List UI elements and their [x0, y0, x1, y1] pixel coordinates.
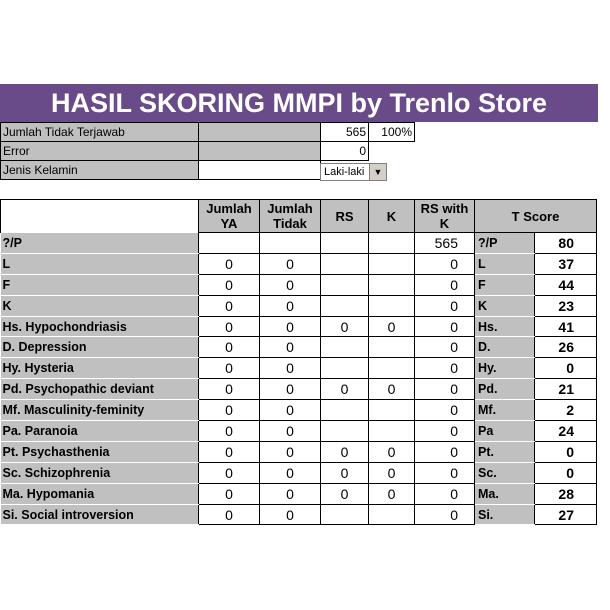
cell-ya[interactable]: 0	[199, 504, 260, 525]
cell-rsk[interactable]: 0	[415, 441, 475, 462]
cell-ya[interactable]: 0	[199, 337, 260, 358]
cell-rs[interactable]	[321, 274, 369, 295]
percent-jumlah-tidak-terjawab[interactable]: 100%	[369, 123, 415, 142]
cell-k[interactable]	[369, 253, 415, 274]
cell-k[interactable]	[369, 504, 415, 525]
cell-rsk[interactable]: 0	[415, 400, 475, 421]
cell-k[interactable]: 0	[369, 483, 415, 504]
cell-tidak[interactable]: 0	[260, 462, 321, 483]
cell-tlabel[interactable]: Hy.	[475, 358, 535, 379]
cell-tidak[interactable]: 0	[260, 358, 321, 379]
cell-ya[interactable]: 0	[199, 274, 260, 295]
cell-rsk[interactable]: 0	[415, 337, 475, 358]
cell-ya[interactable]: 0	[199, 316, 260, 337]
blank-cell[interactable]	[199, 142, 321, 161]
cell-rs[interactable]	[321, 337, 369, 358]
cell-tlabel[interactable]: K	[475, 295, 535, 316]
cell-rs[interactable]	[321, 295, 369, 316]
label-jenis-kelamin[interactable]: Jenis Kelamin	[1, 161, 199, 180]
cell-rsk[interactable]: 0	[415, 358, 475, 379]
cell-rs[interactable]: 0	[321, 316, 369, 337]
cell-t[interactable]: 2	[535, 400, 597, 421]
cell-t[interactable]: 37	[535, 253, 597, 274]
cell-rsk[interactable]: 0	[415, 274, 475, 295]
cell-rsk[interactable]: 0	[415, 295, 475, 316]
cell-rs[interactable]	[321, 504, 369, 525]
cell-rsk[interactable]: 0	[415, 483, 475, 504]
cell-rsk[interactable]: 0	[415, 316, 475, 337]
table-row	[1, 421, 597, 442]
cell-tlabel[interactable]: L	[475, 253, 535, 274]
cell-rs[interactable]: 0	[321, 441, 369, 462]
blank-cell[interactable]	[199, 161, 321, 180]
table-row	[1, 295, 597, 316]
cell-rsk[interactable]: 565	[415, 233, 475, 254]
cell-ya[interactable]: 0	[199, 441, 260, 462]
cell-k[interactable]	[369, 337, 415, 358]
cell-tidak[interactable]: 0	[260, 337, 321, 358]
cell-t[interactable]: 0	[535, 462, 597, 483]
cell-k[interactable]: 0	[369, 462, 415, 483]
cell-tlabel[interactable]: ?/P	[475, 233, 535, 254]
table-row	[1, 504, 597, 525]
table-row	[1, 358, 597, 379]
cell-tlabel[interactable]: Mf.	[475, 400, 535, 421]
header-jumlah-ya: Jumlah YA	[199, 200, 260, 233]
cell-ya[interactable]: 0	[199, 483, 260, 504]
cell-rsk[interactable]: 0	[415, 253, 475, 274]
cell-t[interactable]: 24	[535, 421, 597, 442]
row-error	[1, 142, 415, 161]
cell-rsk[interactable]: 0	[415, 421, 475, 442]
header-rs-with-k: RS with K	[415, 200, 475, 233]
cell-t[interactable]: 44	[535, 274, 597, 295]
cell-tlabel[interactable]: Si.	[475, 504, 535, 525]
cell-tlabel[interactable]: Pa	[475, 421, 535, 442]
cell-tlabel[interactable]: D.	[475, 337, 535, 358]
cell-label[interactable]: F	[1, 274, 199, 295]
cell-tlabel[interactable]: F	[475, 274, 535, 295]
cell-tlabel[interactable]: Pt.	[475, 441, 535, 462]
page-title: HASIL SKORING MMPI by Trenlo Store	[0, 84, 598, 122]
cell-tlabel[interactable]: Ma.	[475, 483, 535, 504]
cell-rsk[interactable]: 0	[415, 504, 475, 525]
cell-tidak[interactable]: 0	[260, 400, 321, 421]
table-row	[1, 483, 597, 504]
cell-t[interactable]: 0	[535, 441, 597, 462]
cell-t[interactable]: 41	[535, 316, 597, 337]
cell-rs[interactable]: 0	[321, 379, 369, 400]
cell-k[interactable]	[369, 358, 415, 379]
table-row	[1, 274, 597, 295]
cell-label[interactable]: L	[1, 253, 199, 274]
table-row	[1, 379, 597, 400]
cell-tlabel[interactable]: Sc.	[475, 462, 535, 483]
cell-rs[interactable]	[321, 253, 369, 274]
cell-label[interactable]: Pa. Paranoia	[1, 421, 199, 442]
cell-t[interactable]: 26	[535, 337, 597, 358]
cell-label[interactable]: Mf. Masculinity-feminity	[1, 400, 199, 421]
cell-label[interactable]: Sc. Schizophrenia	[1, 462, 199, 483]
header-jumlah-tidak: Jumlah Tidak	[260, 200, 321, 233]
header-rs: RS	[321, 200, 369, 233]
cell-rs[interactable]	[321, 421, 369, 442]
cell-t[interactable]: 80	[535, 233, 597, 254]
blank-cell[interactable]	[199, 123, 321, 142]
cell-tidak[interactable]: 0	[260, 441, 321, 462]
cell-ya[interactable]: 0	[199, 295, 260, 316]
row-jumlah-tidak-terjawab	[1, 123, 415, 142]
cell-label[interactable]: Si. Social introversion	[1, 504, 199, 525]
value-jumlah-tidak-terjawab[interactable]: 565	[321, 123, 369, 142]
cell-k[interactable]: 0	[369, 316, 415, 337]
cell-rs[interactable]	[321, 358, 369, 379]
cell-label[interactable]: Hs. Hypochondriasis	[1, 316, 199, 337]
label-error[interactable]: Error	[1, 142, 199, 161]
cell-label[interactable]: K	[1, 295, 199, 316]
cell-k[interactable]	[369, 421, 415, 442]
label-jumlah-tidak-terjawab[interactable]: Jumlah Tidak Terjawab	[1, 123, 199, 142]
cell-rsk[interactable]: 0	[415, 462, 475, 483]
cell-tidak[interactable]: 0	[260, 421, 321, 442]
cell-ya[interactable]: 0	[199, 253, 260, 274]
cell-label[interactable]: Pt. Psychasthenia	[1, 441, 199, 462]
cell-tidak[interactable]: 0	[260, 253, 321, 274]
cell-t[interactable]: 23	[535, 295, 597, 316]
cell-label[interactable]: D. Depression	[1, 337, 199, 358]
value-error[interactable]: 0	[321, 142, 369, 161]
cell-t[interactable]: 0	[535, 358, 597, 379]
cell-ya[interactable]	[199, 233, 260, 254]
cell-tidak[interactable]: 0	[260, 379, 321, 400]
cell-ya[interactable]: 0	[199, 400, 260, 421]
cell-rs[interactable]: 0	[321, 462, 369, 483]
cell-ya[interactable]: 0	[199, 379, 260, 400]
cell-ya[interactable]: 0	[199, 358, 260, 379]
cell-rs[interactable]	[321, 400, 369, 421]
cell-t[interactable]: 28	[535, 483, 597, 504]
table-row	[1, 400, 597, 421]
cell-tidak[interactable]: 0	[260, 274, 321, 295]
cell-rs[interactable]: 0	[321, 483, 369, 504]
cell-t[interactable]: 27	[535, 504, 597, 525]
cell-tidak[interactable]: 0	[260, 483, 321, 504]
cell-label[interactable]: Hy. Hysteria	[1, 358, 199, 379]
table-row	[1, 462, 597, 483]
header-k: K	[369, 200, 415, 233]
cell-label[interactable]: Pd. Psychopathic deviant	[1, 379, 199, 400]
cell-rs[interactable]	[321, 233, 369, 254]
cell-label[interactable]: ?/P	[1, 233, 199, 254]
cell-tidak[interactable]	[260, 233, 321, 254]
cell-k[interactable]	[369, 233, 415, 254]
cell-tidak[interactable]: 0	[260, 316, 321, 337]
cell-tidak[interactable]: 0	[260, 295, 321, 316]
cell-t[interactable]: 21	[535, 379, 597, 400]
chevron-down-icon[interactable]: ▼	[369, 164, 386, 180]
cell-k[interactable]	[369, 400, 415, 421]
header-row	[1, 200, 597, 233]
table-row	[1, 337, 597, 358]
header-t-score: T Score	[475, 200, 597, 233]
cell-tlabel[interactable]: Pd.	[475, 379, 535, 400]
mmpi-score-table	[0, 199, 597, 525]
table-row	[1, 233, 597, 254]
gender-dropdown-value: Laki-laki	[324, 166, 365, 178]
cell-k[interactable]: 0	[369, 441, 415, 462]
cell-ya[interactable]: 0	[199, 421, 260, 442]
cell-k[interactable]	[369, 274, 415, 295]
cell-k[interactable]	[369, 295, 415, 316]
table-row	[1, 253, 597, 274]
cell-ya[interactable]: 0	[199, 462, 260, 483]
cell-tidak[interactable]: 0	[260, 504, 321, 525]
table-row	[1, 441, 597, 462]
cell-k[interactable]: 0	[369, 379, 415, 400]
cell-tlabel[interactable]: Hs.	[475, 316, 535, 337]
cell-rsk[interactable]: 0	[415, 379, 475, 400]
table-row	[1, 316, 597, 337]
cell-label[interactable]: Ma. Hypomania	[1, 483, 199, 504]
gender-dropdown[interactable]	[320, 163, 387, 181]
